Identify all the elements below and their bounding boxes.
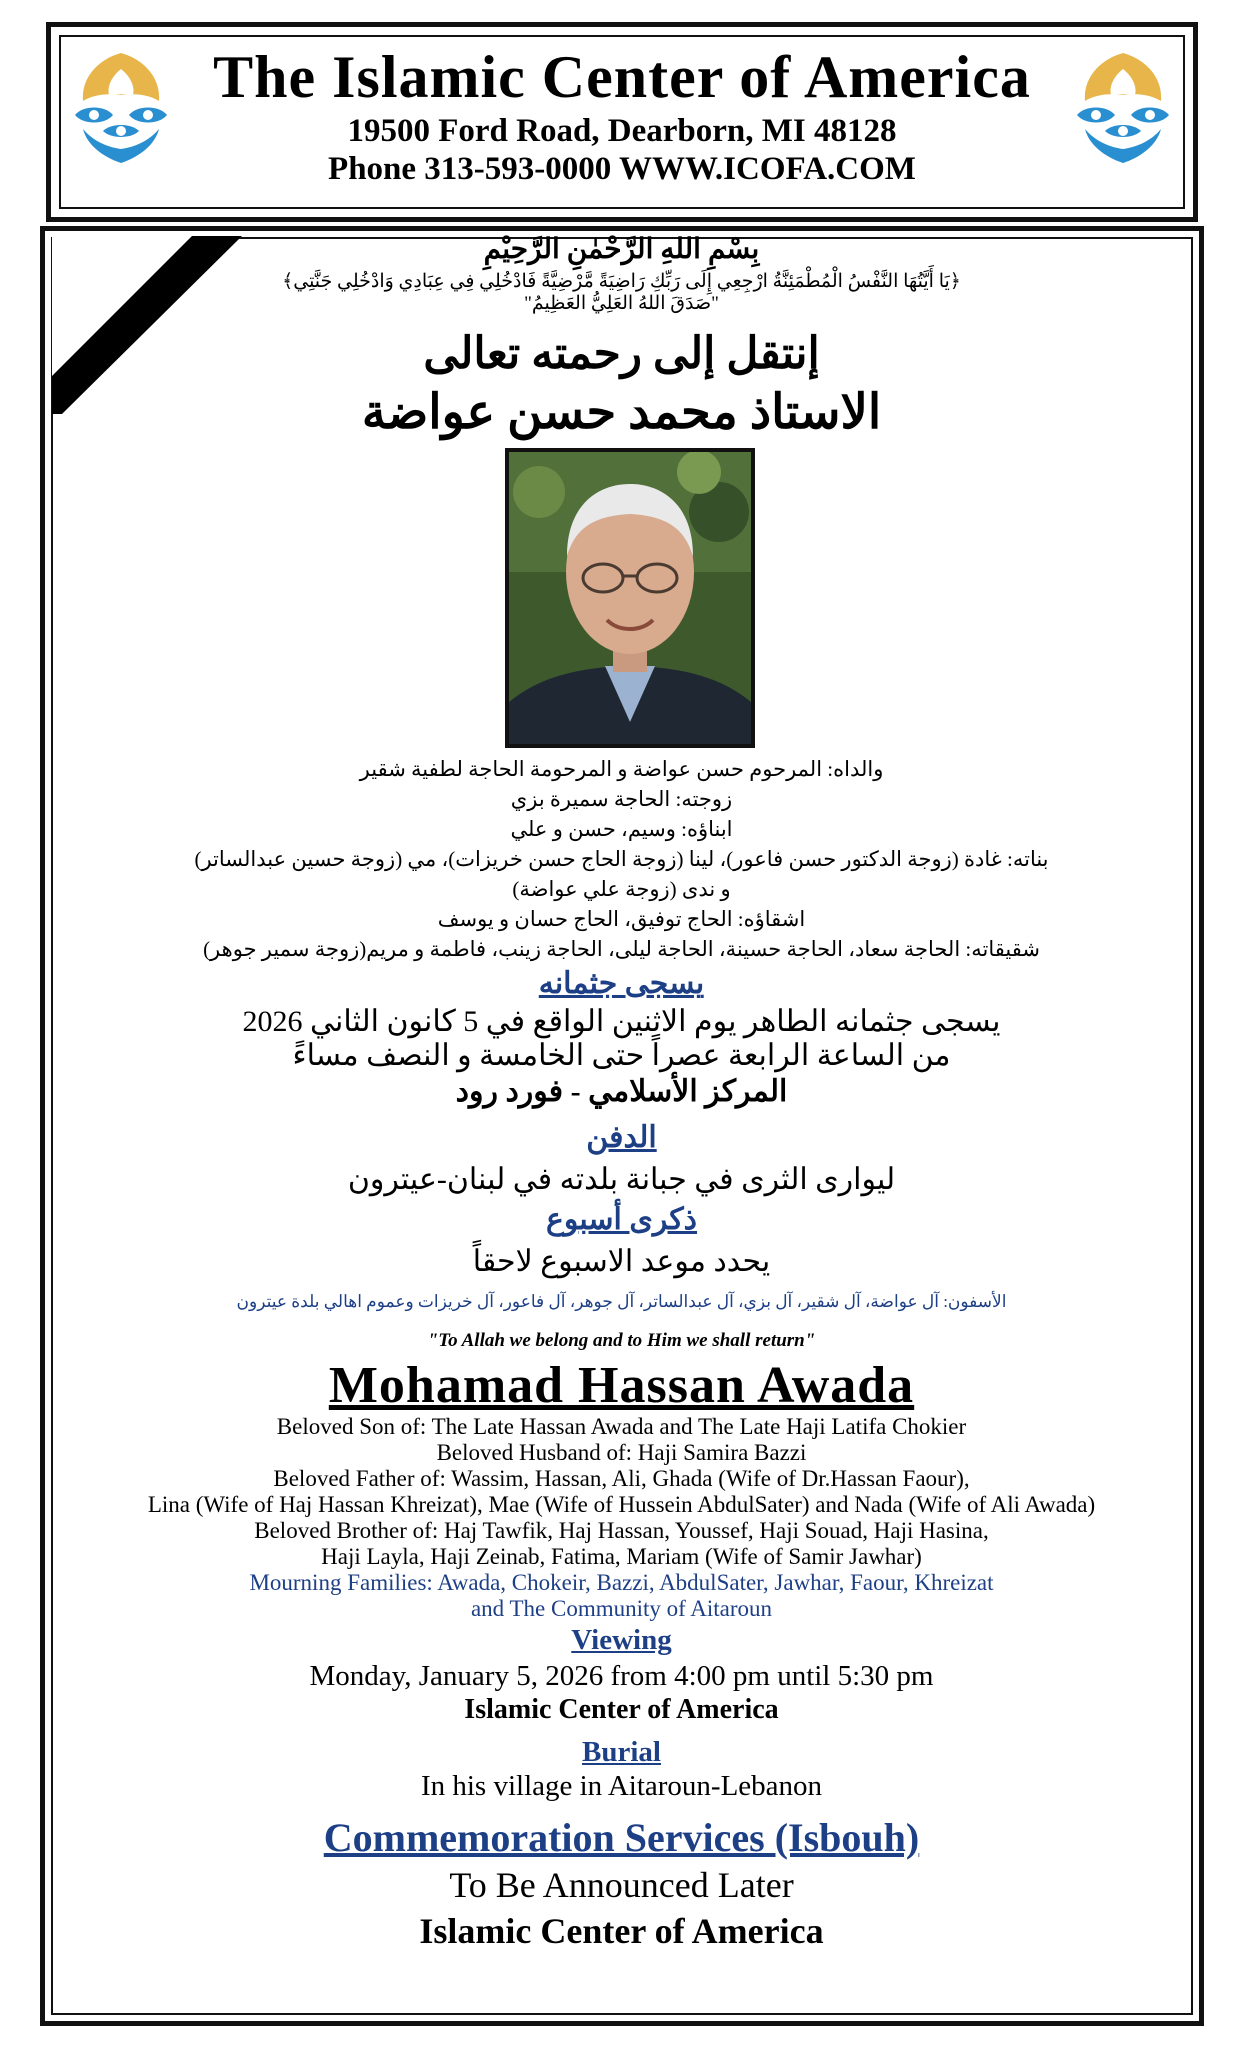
islamic-center-logo-icon: [1071, 49, 1175, 169]
english-commemoration-line: To Be Announced Later: [449, 1865, 794, 1905]
english-viewing-time: Monday, January 5, 2026 from 4:00 pm until 5:30 pm: [309, 1660, 934, 1692]
basmala: بِسْمِ اللهِ الرَّحْمٰنِ الرَّحِيْمِ: [483, 234, 760, 265]
quran-verse-closing: "صَدَقَ اللهُ العَلِيُّ العَظِيمُ": [524, 293, 719, 314]
arabic-parents: والداه: المرحوم حسن عواضة و المرحومة الحاجة لطفية شقير: [359, 757, 884, 781]
arabic-brothers: اشقاؤه: الحاج توفيق، الحاج حسان و يوسف: [437, 907, 806, 931]
english-viewing-place: Islamic Center of America: [464, 1694, 779, 1725]
portrait-photo-image: [509, 452, 751, 744]
header-frame: [46, 22, 1198, 222]
header-address: 19500 Ford Road, Dearborn, MI 48128: [347, 113, 897, 149]
english-father-of-1: Beloved Father of: Wassim, Hassan, Ali, Ghada (Wife of Dr.Hassan Faour),: [273, 1466, 970, 1491]
arabic-burial-line: ليوارى الثرى في جبانة بلدته في لبنان-عيترون: [347, 1163, 896, 1196]
english-deceased-name: Mohamad Hassan Awada: [328, 1357, 915, 1414]
arabic-deceased-name: الاستاذ محمد حسن عواضة: [361, 386, 882, 439]
arabic-viewing-heading: يسجى جثمانه: [538, 967, 705, 1000]
arabic-passed-away: إنتقل إلى رحمته تعالى: [423, 329, 820, 378]
quran-verse: ﴿يَا أَيَّتُهَا النَّفْسُ الْمُطْمَئِنَّةُ ارْجِعِي إِلَى رَبِّكِ رَاضِيَةً مَّرْضِيَّةً فَادْخُلِي فِي عِبَادِي وَادْخُلِي جَنَّتِي﴾: [282, 271, 961, 292]
arabic-daughters-1: بناته: غادة (زوجة الدكتور حسن فاعور)، لينا (زوجة الحاج حسن خريزات)، مي (زوجة حسين عبدالساتر): [194, 847, 1049, 871]
arabic-sons: ابناؤه: وسيم، حسن و علي: [510, 817, 733, 841]
english-quote: "To Allah we belong and to Him we shall return": [427, 1330, 816, 1351]
english-mourning-2: and The Community of Aitaroun: [470, 1596, 773, 1621]
english-father-of-2: Lina (Wife of Haj Hassan Khreizat), Mae (Wife of Hussein AbdulSater) and Nada (Wife of Ali Awada): [147, 1492, 1096, 1517]
english-brother-of-2: Haji Layla, Haji Zeinab, Fatima, Mariam (Wife of Samir Jawhar): [321, 1544, 922, 1569]
header-title: The Islamic Center of America: [213, 44, 1031, 110]
english-commemoration-heading: Commemoration Services (Isbouh): [323, 1815, 920, 1860]
arabic-week-heading: ذكرى أسبوع: [545, 1203, 698, 1236]
english-son-of: Beloved Son of: The Late Hassan Awada and The Late Haji Latifa Chokier: [276, 1414, 967, 1439]
arabic-wife: زوجته: الحاجة سميرة بزي: [510, 787, 733, 811]
header-phone-web: Phone 313-593-0000 WWW.ICOFA.COM: [328, 151, 916, 187]
arabic-viewing-line-2: من الساعة الرابعة عصراً حتى الخامسة و النصف مساءً: [292, 1039, 951, 1072]
arabic-viewing-place: المركز الأسلامي - فورد رود: [455, 1075, 788, 1108]
arabic-mourners: الأسفون: آل عواضة، آل شقير، آل بزي، آل عبدالساتر، آل جوهر، آل فاعور، آل خريزات وعموم اهالي بلدة عيترون: [236, 1292, 1007, 1311]
english-husband-of: Beloved Husband of: Haji Samira Bazzi: [436, 1440, 807, 1465]
arabic-daughters-2: و ندى (زوجة علي عواضة): [512, 877, 731, 901]
arabic-sisters: شقيقاته: الحاجة سعاد، الحاجة حسينة، الحاجة ليلى، الحاجة زينب، فاطمة و مريم(زوجة سمير جوهر): [203, 937, 1040, 961]
portrait-photo: [505, 448, 755, 748]
arabic-viewing-line-1: يسجى جثمانه الطاهر يوم الاثنين الواقع في 5 كانون الثاني 2026: [242, 1005, 1001, 1038]
arabic-week-line: يحدد موعد الاسبوع لاحقاً: [472, 1245, 771, 1278]
english-burial-heading: Burial: [582, 1736, 661, 1768]
arabic-burial-heading: الدفن: [586, 1121, 657, 1154]
english-mourning-1: Mourning Families: Awada, Chokeir, Bazzi, AbdulSater, Jawhar, Faour, Khreizat: [249, 1570, 994, 1595]
english-viewing-heading: Viewing: [571, 1624, 672, 1656]
english-burial-place: In his village in Aitaroun-Lebanon: [420, 1770, 823, 1802]
english-brother-of-1: Beloved Brother of: Haj Tawfik, Haj Hassan, Youssef, Haji Souad, Haji Hasina,: [254, 1518, 989, 1543]
english-commemoration-place: Islamic Center of America: [419, 1911, 824, 1951]
